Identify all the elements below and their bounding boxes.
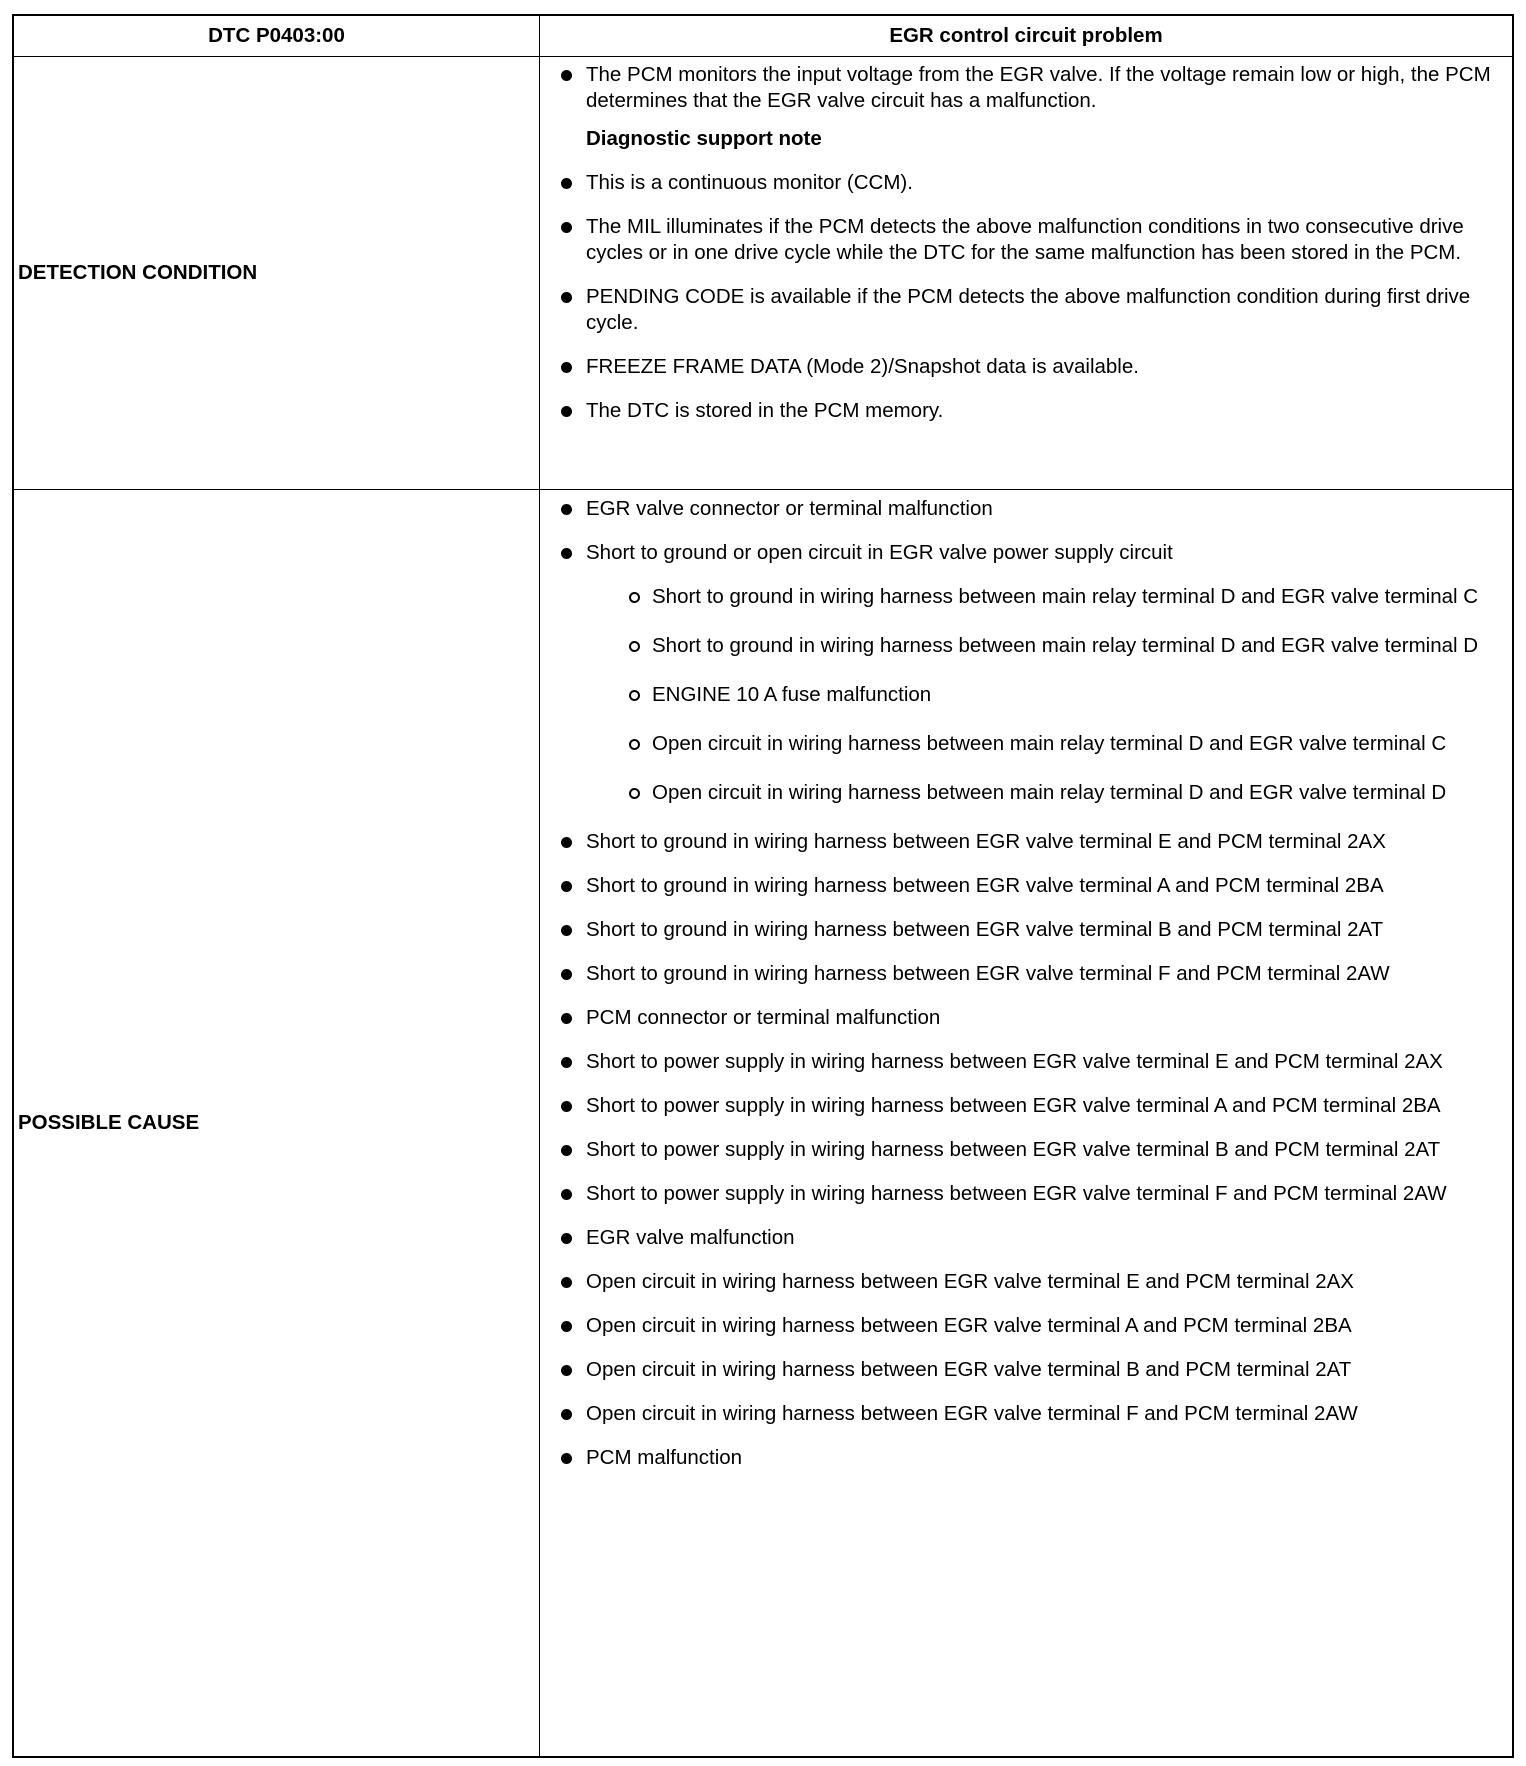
list-item: Short to ground or open circuit in EGR valve power supply circuit [554,540,1506,566]
list-item: Short to ground in wiring harness between EGR valve terminal A and PCM terminal 2BA [554,873,1506,899]
list-item: Short to ground in wiring harness between EGR valve terminal E and PCM terminal 2AX [554,829,1506,855]
dtc-title-header: EGR control circuit problem [889,24,1163,47]
list-item: Open circuit in wiring harness between EGR valve terminal E and PCM terminal 2AX [554,1269,1506,1295]
list-item: Short to ground in wiring harness between EGR valve terminal F and PCM terminal 2AW [554,961,1506,987]
diagnostic-support-note: Diagnostic support note [586,127,822,150]
column-divider [539,16,540,1756]
sub-list-item: Open circuit in wiring harness between main relay terminal D and EGR valve terminal C [554,731,1506,757]
sub-list-item: ENGINE 10 A fuse malfunction [554,682,1506,708]
list-item: Open circuit in wiring harness between EGR valve terminal A and PCM terminal 2BA [554,1313,1506,1339]
list-item: PENDING CODE is available if the PCM detects the above malfunction condition during first drive cycle. [554,284,1506,336]
dtc-table [12,14,1514,1758]
list-item: EGR valve connector or terminal malfunction [554,496,1506,522]
possible-cause-label: POSSIBLE CAUSE [18,1111,200,1134]
list-item: PCM connector or terminal malfunction [554,1005,1506,1031]
row-divider [14,489,1512,490]
dtc-code-header: DTC P0403:00 [208,24,345,47]
sub-list-item: Short to ground in wiring harness between main relay terminal D and EGR valve terminal C [554,584,1506,610]
list-item: Short to power supply in wiring harness between EGR valve terminal A and PCM terminal 2BA [554,1093,1506,1119]
list-item: Short to ground in wiring harness between EGR valve terminal B and PCM terminal 2AT [554,917,1506,943]
list-item: FREEZE FRAME DATA (Mode 2)/Snapshot data is available. [554,354,1506,380]
list-item: Open circuit in wiring harness between EGR valve terminal B and PCM terminal 2AT [554,1357,1506,1383]
list-item: The PCM monitors the input voltage from the EGR valve. If the voltage remain low or high, the PCM determines that the EGR valve circuit has a malfunction. [554,62,1506,114]
detection-condition-list [554,62,1506,442]
list-item: Short to power supply in wiring harness between EGR valve terminal E and PCM terminal 2AX [554,1049,1506,1075]
list-item: Short to power supply in wiring harness between EGR valve terminal B and PCM terminal 2AT [554,1137,1506,1163]
possible-cause-list [554,496,1506,1489]
sub-list-item: Open circuit in wiring harness between main relay terminal D and EGR valve terminal D [554,780,1506,806]
list-item: The DTC is stored in the PCM memory. [554,398,1506,424]
header-divider [14,56,1512,57]
list-item: Open circuit in wiring harness between EGR valve terminal F and PCM terminal 2AW [554,1401,1506,1427]
sub-list-item: Short to ground in wiring harness between main relay terminal D and EGR valve terminal D [554,633,1506,659]
list-item: The MIL illuminates if the PCM detects the above malfunction conditions in two consecutive drive cycles or in one drive cycle while the DTC for the same malfunction has been stored in the PCM. [554,214,1506,266]
list-item: Short to power supply in wiring harness between EGR valve terminal F and PCM terminal 2AW [554,1181,1506,1207]
list-item: PCM malfunction [554,1445,1506,1471]
list-item: This is a continuous monitor (CCM). [554,170,1506,196]
list-item: EGR valve malfunction [554,1225,1506,1251]
detection-condition-label: DETECTION CONDITION [18,261,258,284]
